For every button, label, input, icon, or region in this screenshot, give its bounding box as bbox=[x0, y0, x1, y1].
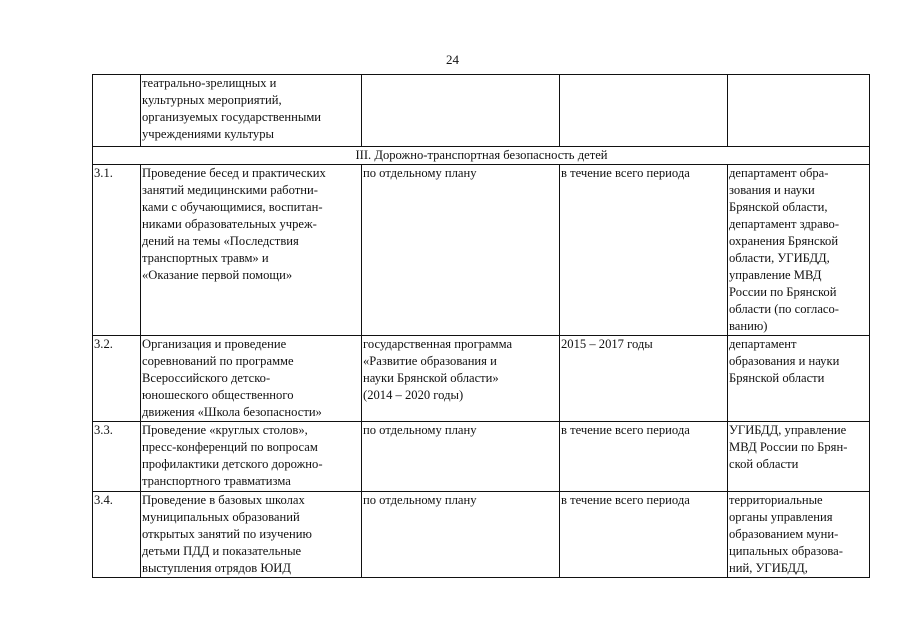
text-line: управление МВД bbox=[729, 268, 822, 282]
measures-table bbox=[92, 74, 870, 578]
text-line: департамент здраво- bbox=[729, 217, 840, 231]
table-row bbox=[93, 336, 870, 422]
text-line: департамент bbox=[729, 337, 797, 351]
cell-source bbox=[362, 75, 560, 147]
text-line: Брянской области, bbox=[729, 200, 828, 214]
text-line: образования и науки bbox=[729, 354, 840, 368]
text-line: учреждениями культуры bbox=[142, 127, 274, 141]
text-line: МВД России по Брян- bbox=[729, 440, 848, 454]
cell-activity bbox=[141, 75, 362, 147]
text-line: организуемых государственными bbox=[142, 110, 322, 124]
text-line: профилактики детского дорожно- bbox=[142, 457, 323, 471]
text-line: органы управления bbox=[729, 510, 833, 524]
text-line: транспортных травм» и bbox=[142, 251, 269, 265]
text-line: Брянской области bbox=[729, 371, 825, 385]
cell-source bbox=[362, 165, 560, 336]
text-line: области, УГИБДД, bbox=[729, 251, 830, 265]
text-line: театрально-зрелищных и bbox=[142, 76, 277, 90]
cell-executor bbox=[728, 336, 870, 422]
text-line: Проведение «круглых столов», bbox=[142, 423, 308, 437]
text-line: соревнований по программе bbox=[142, 354, 294, 368]
text-line: в течение всего периода bbox=[561, 166, 690, 180]
cell-executor bbox=[728, 492, 870, 578]
cell-executor bbox=[728, 422, 870, 492]
text-line: ципальных образова- bbox=[729, 544, 843, 558]
cell-term bbox=[560, 422, 728, 492]
cell-number: 3.4. bbox=[93, 492, 141, 578]
text-line: УГИБДД, управление bbox=[729, 423, 847, 437]
text-line: государственная программа bbox=[363, 337, 513, 351]
text-line: (2014 – 2020 годы) bbox=[363, 388, 464, 402]
cell-activity bbox=[141, 336, 362, 422]
text-line: территориальные bbox=[729, 493, 823, 507]
text-line: Всероссийского детско- bbox=[142, 371, 271, 385]
text-line: транспортного травматизма bbox=[142, 474, 291, 488]
section-title: III. Дорожно-транспортная безопасность детей bbox=[93, 147, 870, 165]
cell-source bbox=[362, 492, 560, 578]
cell-executor bbox=[728, 165, 870, 336]
text-line: выступления отрядов ЮИД bbox=[142, 561, 291, 575]
table-row-continued bbox=[93, 75, 870, 147]
text-line: «Оказание первой помощи» bbox=[142, 268, 293, 282]
text-line: зования и науки bbox=[729, 183, 815, 197]
text-line: муниципальных образований bbox=[142, 510, 300, 524]
text-line: ской области bbox=[729, 457, 799, 471]
text-line: ний, УГИБДД, bbox=[729, 561, 808, 575]
text-line: в течение всего периода bbox=[561, 493, 690, 507]
cell-executor bbox=[728, 75, 870, 147]
text-line: никами образовательных учреж- bbox=[142, 217, 317, 231]
cell-term bbox=[560, 336, 728, 422]
text-line: дений на темы «Последствия bbox=[142, 234, 299, 248]
text-line: Проведение в базовых школах bbox=[142, 493, 305, 507]
cell-number: 3.2. bbox=[93, 336, 141, 422]
section-row bbox=[93, 147, 870, 165]
text-line: движения «Школа безопасности» bbox=[142, 405, 322, 419]
text-line: по отдельному плану bbox=[363, 493, 477, 507]
cell-source bbox=[362, 422, 560, 492]
page-number: 24 bbox=[446, 52, 459, 67]
text-line: департамент обра- bbox=[729, 166, 829, 180]
text-line: открытых занятий по изучению bbox=[142, 527, 312, 541]
text-line: в течение всего периода bbox=[561, 423, 690, 437]
text-line: охранения Брянской bbox=[729, 234, 839, 248]
text-line: 2015 – 2017 годы bbox=[561, 337, 653, 351]
cell-activity bbox=[141, 422, 362, 492]
text-line: науки Брянской области» bbox=[363, 371, 499, 385]
cell-activity bbox=[141, 492, 362, 578]
text-line: пресс-конференций по вопросам bbox=[142, 440, 318, 454]
text-line: по отдельному плану bbox=[363, 423, 477, 437]
text-line: образованием муни- bbox=[729, 527, 839, 541]
table-row bbox=[93, 492, 870, 578]
cell-number bbox=[93, 75, 141, 147]
cell-source bbox=[362, 336, 560, 422]
text-line: по отдельному плану bbox=[363, 166, 477, 180]
cell-number: 3.3. bbox=[93, 422, 141, 492]
cell-term bbox=[560, 75, 728, 147]
text-line: детьми ПДД и показательные bbox=[142, 544, 302, 558]
text-line: юношеского общественного bbox=[142, 388, 294, 402]
cell-activity bbox=[141, 165, 362, 336]
table-row bbox=[93, 165, 870, 336]
text-line: России по Брянской bbox=[729, 285, 837, 299]
text-line: занятий медицинскими работни- bbox=[142, 183, 318, 197]
cell-term bbox=[560, 492, 728, 578]
text-line: ками с обучающимися, воспитан- bbox=[142, 200, 323, 214]
text-line: ванию) bbox=[729, 319, 768, 333]
text-line: «Развитие образования и bbox=[363, 354, 497, 368]
text-line: культурных мероприятий, bbox=[142, 93, 282, 107]
cell-term bbox=[560, 165, 728, 336]
text-line: Проведение бесед и практических bbox=[142, 166, 326, 180]
text-line: Организация и проведение bbox=[142, 337, 287, 351]
table-row bbox=[93, 422, 870, 492]
cell-number: 3.1. bbox=[93, 165, 141, 336]
text-line: области (по согласо- bbox=[729, 302, 839, 316]
